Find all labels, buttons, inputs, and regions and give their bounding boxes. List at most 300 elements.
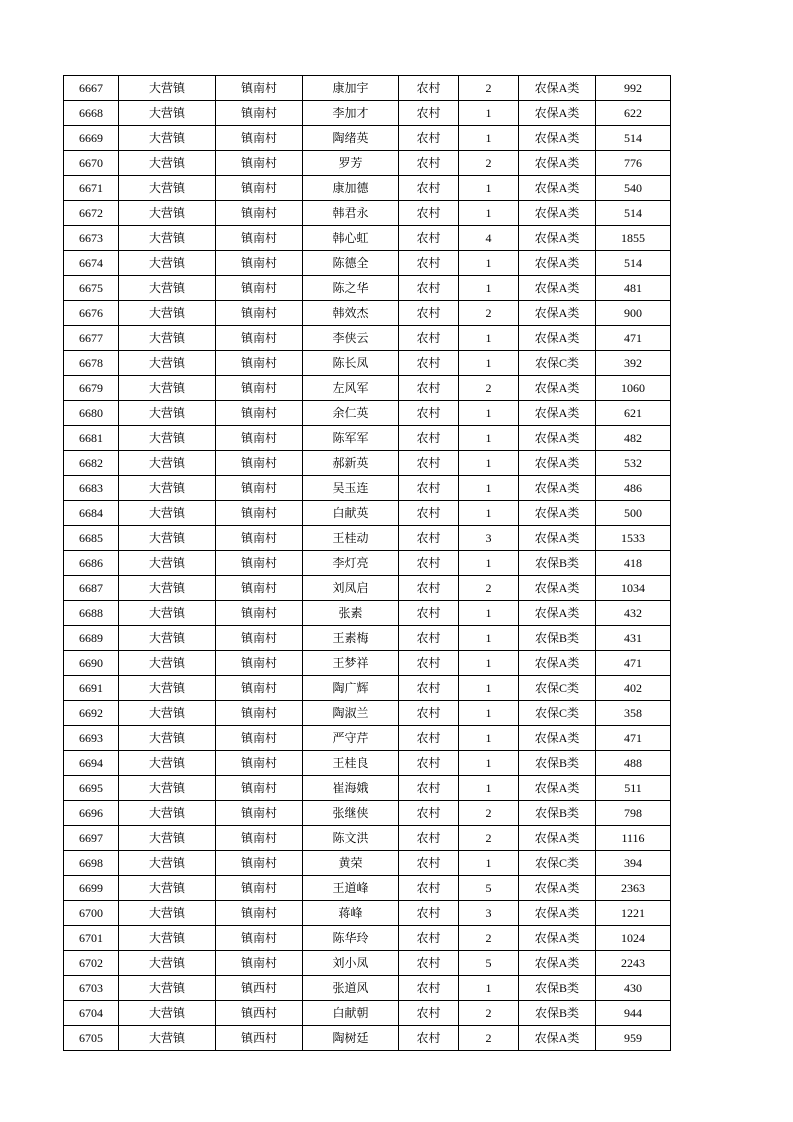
cell-insurance-type: 农保A类 bbox=[519, 726, 596, 751]
table-row bbox=[64, 626, 671, 651]
cell-person-name: 李灯亮 bbox=[303, 551, 399, 576]
cell-person-count: 5 bbox=[459, 876, 519, 901]
cell-category: 农村 bbox=[399, 651, 459, 676]
cell-serial-number: 6702 bbox=[64, 951, 119, 976]
cell-amount: 900 bbox=[596, 301, 671, 326]
cell-village: 镇西村 bbox=[216, 1026, 303, 1051]
cell-serial-number: 6682 bbox=[64, 451, 119, 476]
table-row bbox=[64, 226, 671, 251]
cell-category: 农村 bbox=[399, 901, 459, 926]
cell-person-count: 4 bbox=[459, 226, 519, 251]
cell-amount: 471 bbox=[596, 651, 671, 676]
cell-town: 大营镇 bbox=[119, 776, 216, 801]
table-row bbox=[64, 551, 671, 576]
cell-village: 镇南村 bbox=[216, 801, 303, 826]
table-row bbox=[64, 776, 671, 801]
cell-town: 大营镇 bbox=[119, 426, 216, 451]
cell-person-count: 1 bbox=[459, 626, 519, 651]
cell-person-name: 韩心虹 bbox=[303, 226, 399, 251]
cell-category: 农村 bbox=[399, 301, 459, 326]
cell-category: 农村 bbox=[399, 226, 459, 251]
cell-serial-number: 6677 bbox=[64, 326, 119, 351]
cell-person-count: 1 bbox=[459, 701, 519, 726]
cell-category: 农村 bbox=[399, 201, 459, 226]
cell-amount: 1116 bbox=[596, 826, 671, 851]
cell-amount: 992 bbox=[596, 76, 671, 101]
cell-category: 农村 bbox=[399, 876, 459, 901]
cell-serial-number: 6674 bbox=[64, 251, 119, 276]
cell-village: 镇南村 bbox=[216, 201, 303, 226]
cell-amount: 482 bbox=[596, 426, 671, 451]
cell-town: 大营镇 bbox=[119, 476, 216, 501]
cell-village: 镇西村 bbox=[216, 976, 303, 1001]
table-row bbox=[64, 826, 671, 851]
cell-serial-number: 6672 bbox=[64, 201, 119, 226]
cell-amount: 1533 bbox=[596, 526, 671, 551]
cell-town: 大营镇 bbox=[119, 251, 216, 276]
cell-village: 镇南村 bbox=[216, 651, 303, 676]
cell-category: 农村 bbox=[399, 526, 459, 551]
cell-person-name: 余仁英 bbox=[303, 401, 399, 426]
cell-serial-number: 6667 bbox=[64, 76, 119, 101]
table-row bbox=[64, 601, 671, 626]
cell-insurance-type: 农保C类 bbox=[519, 351, 596, 376]
cell-person-name: 康加宇 bbox=[303, 76, 399, 101]
table-row bbox=[64, 951, 671, 976]
table-row bbox=[64, 276, 671, 301]
cell-amount: 431 bbox=[596, 626, 671, 651]
cell-village: 镇南村 bbox=[216, 826, 303, 851]
table-row bbox=[64, 676, 671, 701]
cell-village: 镇南村 bbox=[216, 351, 303, 376]
cell-serial-number: 6697 bbox=[64, 826, 119, 851]
cell-village: 镇南村 bbox=[216, 551, 303, 576]
cell-insurance-type: 农保A类 bbox=[519, 876, 596, 901]
cell-serial-number: 6695 bbox=[64, 776, 119, 801]
cell-amount: 1855 bbox=[596, 226, 671, 251]
table-row bbox=[64, 201, 671, 226]
cell-insurance-type: 农保A类 bbox=[519, 426, 596, 451]
cell-village: 镇南村 bbox=[216, 751, 303, 776]
cell-person-name: 左风军 bbox=[303, 376, 399, 401]
cell-amount: 1024 bbox=[596, 926, 671, 951]
cell-amount: 2243 bbox=[596, 951, 671, 976]
cell-amount: 2363 bbox=[596, 876, 671, 901]
cell-category: 农村 bbox=[399, 426, 459, 451]
table-row bbox=[64, 1001, 671, 1026]
cell-insurance-type: 农保A类 bbox=[519, 526, 596, 551]
cell-insurance-type: 农保B类 bbox=[519, 551, 596, 576]
cell-insurance-type: 农保A类 bbox=[519, 601, 596, 626]
cell-person-count: 1 bbox=[459, 976, 519, 1001]
cell-insurance-type: 农保A类 bbox=[519, 1026, 596, 1051]
cell-town: 大营镇 bbox=[119, 851, 216, 876]
cell-person-count: 2 bbox=[459, 376, 519, 401]
cell-insurance-type: 农保A类 bbox=[519, 451, 596, 476]
cell-amount: 1221 bbox=[596, 901, 671, 926]
cell-category: 农村 bbox=[399, 626, 459, 651]
cell-town: 大营镇 bbox=[119, 726, 216, 751]
cell-serial-number: 6696 bbox=[64, 801, 119, 826]
cell-category: 农村 bbox=[399, 726, 459, 751]
cell-serial-number: 6673 bbox=[64, 226, 119, 251]
cell-town: 大营镇 bbox=[119, 201, 216, 226]
cell-serial-number: 6684 bbox=[64, 501, 119, 526]
cell-category: 农村 bbox=[399, 551, 459, 576]
table-row bbox=[64, 876, 671, 901]
cell-town: 大营镇 bbox=[119, 301, 216, 326]
cell-serial-number: 6676 bbox=[64, 301, 119, 326]
cell-person-count: 1 bbox=[459, 676, 519, 701]
cell-town: 大营镇 bbox=[119, 876, 216, 901]
cell-person-count: 1 bbox=[459, 501, 519, 526]
cell-insurance-type: 农保A类 bbox=[519, 276, 596, 301]
cell-serial-number: 6701 bbox=[64, 926, 119, 951]
cell-person-count: 2 bbox=[459, 1026, 519, 1051]
cell-amount: 798 bbox=[596, 801, 671, 826]
cell-category: 农村 bbox=[399, 951, 459, 976]
cell-village: 镇南村 bbox=[216, 76, 303, 101]
cell-category: 农村 bbox=[399, 801, 459, 826]
cell-insurance-type: 农保A类 bbox=[519, 501, 596, 526]
cell-person-name: 陈德全 bbox=[303, 251, 399, 276]
cell-category: 农村 bbox=[399, 126, 459, 151]
cell-insurance-type: 农保B类 bbox=[519, 626, 596, 651]
cell-category: 农村 bbox=[399, 576, 459, 601]
cell-town: 大营镇 bbox=[119, 501, 216, 526]
cell-amount: 430 bbox=[596, 976, 671, 1001]
cell-person-name: 李侠云 bbox=[303, 326, 399, 351]
cell-amount: 486 bbox=[596, 476, 671, 501]
cell-amount: 432 bbox=[596, 601, 671, 626]
cell-village: 镇南村 bbox=[216, 176, 303, 201]
cell-person-name: 陈之华 bbox=[303, 276, 399, 301]
cell-village: 镇南村 bbox=[216, 426, 303, 451]
cell-person-name: 崔海娥 bbox=[303, 776, 399, 801]
cell-person-count: 5 bbox=[459, 951, 519, 976]
cell-town: 大营镇 bbox=[119, 451, 216, 476]
cell-town: 大营镇 bbox=[119, 226, 216, 251]
table-row bbox=[64, 101, 671, 126]
cell-insurance-type: 农保A类 bbox=[519, 401, 596, 426]
cell-village: 镇南村 bbox=[216, 701, 303, 726]
cell-serial-number: 6669 bbox=[64, 126, 119, 151]
cell-person-count: 1 bbox=[459, 776, 519, 801]
table-row bbox=[64, 426, 671, 451]
cell-person-name: 刘小凤 bbox=[303, 951, 399, 976]
table-body bbox=[64, 76, 671, 1051]
cell-serial-number: 6675 bbox=[64, 276, 119, 301]
cell-town: 大营镇 bbox=[119, 951, 216, 976]
cell-insurance-type: 农保A类 bbox=[519, 101, 596, 126]
cell-serial-number: 6691 bbox=[64, 676, 119, 701]
cell-village: 镇南村 bbox=[216, 301, 303, 326]
cell-village: 镇南村 bbox=[216, 526, 303, 551]
cell-person-name: 王桂良 bbox=[303, 751, 399, 776]
cell-amount: 622 bbox=[596, 101, 671, 126]
cell-town: 大营镇 bbox=[119, 701, 216, 726]
cell-person-count: 2 bbox=[459, 301, 519, 326]
table-row bbox=[64, 326, 671, 351]
cell-town: 大营镇 bbox=[119, 626, 216, 651]
cell-town: 大营镇 bbox=[119, 351, 216, 376]
cell-person-count: 3 bbox=[459, 901, 519, 926]
cell-insurance-type: 农保A类 bbox=[519, 151, 596, 176]
cell-serial-number: 6703 bbox=[64, 976, 119, 1001]
cell-person-name: 白献朝 bbox=[303, 1001, 399, 1026]
cell-amount: 514 bbox=[596, 201, 671, 226]
table-row bbox=[64, 751, 671, 776]
cell-insurance-type: 农保A类 bbox=[519, 201, 596, 226]
cell-amount: 481 bbox=[596, 276, 671, 301]
cell-amount: 402 bbox=[596, 676, 671, 701]
table-row bbox=[64, 701, 671, 726]
cell-person-count: 3 bbox=[459, 526, 519, 551]
cell-insurance-type: 农保A类 bbox=[519, 776, 596, 801]
cell-insurance-type: 农保A类 bbox=[519, 926, 596, 951]
cell-village: 镇南村 bbox=[216, 851, 303, 876]
cell-village: 镇南村 bbox=[216, 376, 303, 401]
cell-person-count: 2 bbox=[459, 801, 519, 826]
cell-village: 镇南村 bbox=[216, 101, 303, 126]
cell-person-count: 1 bbox=[459, 201, 519, 226]
cell-category: 农村 bbox=[399, 151, 459, 176]
cell-person-count: 2 bbox=[459, 826, 519, 851]
cell-person-count: 1 bbox=[459, 251, 519, 276]
cell-amount: 621 bbox=[596, 401, 671, 426]
table-row bbox=[64, 301, 671, 326]
cell-village: 镇南村 bbox=[216, 226, 303, 251]
cell-category: 农村 bbox=[399, 776, 459, 801]
cell-person-count: 1 bbox=[459, 426, 519, 451]
cell-person-name: 陶绪英 bbox=[303, 126, 399, 151]
cell-person-name: 白献英 bbox=[303, 501, 399, 526]
cell-amount: 511 bbox=[596, 776, 671, 801]
cell-amount: 514 bbox=[596, 251, 671, 276]
cell-person-name: 康加德 bbox=[303, 176, 399, 201]
cell-town: 大营镇 bbox=[119, 526, 216, 551]
table-row bbox=[64, 476, 671, 501]
cell-category: 农村 bbox=[399, 76, 459, 101]
cell-category: 农村 bbox=[399, 251, 459, 276]
data-table bbox=[63, 75, 671, 1051]
cell-insurance-type: 农保B类 bbox=[519, 976, 596, 1001]
cell-serial-number: 6678 bbox=[64, 351, 119, 376]
cell-person-count: 1 bbox=[459, 651, 519, 676]
cell-person-name: 李加才 bbox=[303, 101, 399, 126]
table-row bbox=[64, 251, 671, 276]
cell-category: 农村 bbox=[399, 376, 459, 401]
cell-person-count: 1 bbox=[459, 726, 519, 751]
cell-village: 镇南村 bbox=[216, 726, 303, 751]
table-row bbox=[64, 926, 671, 951]
cell-person-name: 张素 bbox=[303, 601, 399, 626]
cell-insurance-type: 农保B类 bbox=[519, 801, 596, 826]
cell-village: 镇南村 bbox=[216, 776, 303, 801]
cell-person-name: 王素梅 bbox=[303, 626, 399, 651]
cell-town: 大营镇 bbox=[119, 1026, 216, 1051]
cell-town: 大营镇 bbox=[119, 751, 216, 776]
cell-town: 大营镇 bbox=[119, 926, 216, 951]
cell-person-name: 陈军军 bbox=[303, 426, 399, 451]
cell-amount: 358 bbox=[596, 701, 671, 726]
table-row bbox=[64, 126, 671, 151]
cell-village: 镇南村 bbox=[216, 501, 303, 526]
table-row bbox=[64, 376, 671, 401]
cell-person-name: 陈长凤 bbox=[303, 351, 399, 376]
cell-serial-number: 6685 bbox=[64, 526, 119, 551]
table-row bbox=[64, 76, 671, 101]
cell-person-count: 1 bbox=[459, 401, 519, 426]
cell-person-count: 2 bbox=[459, 926, 519, 951]
cell-person-count: 1 bbox=[459, 126, 519, 151]
table-row bbox=[64, 801, 671, 826]
cell-amount: 471 bbox=[596, 326, 671, 351]
cell-village: 镇南村 bbox=[216, 151, 303, 176]
cell-town: 大营镇 bbox=[119, 401, 216, 426]
cell-serial-number: 6700 bbox=[64, 901, 119, 926]
cell-amount: 540 bbox=[596, 176, 671, 201]
table-row bbox=[64, 401, 671, 426]
cell-serial-number: 6670 bbox=[64, 151, 119, 176]
cell-category: 农村 bbox=[399, 676, 459, 701]
cell-serial-number: 6687 bbox=[64, 576, 119, 601]
cell-amount: 959 bbox=[596, 1026, 671, 1051]
cell-town: 大营镇 bbox=[119, 651, 216, 676]
cell-person-count: 2 bbox=[459, 151, 519, 176]
cell-town: 大营镇 bbox=[119, 826, 216, 851]
cell-person-name: 郝新英 bbox=[303, 451, 399, 476]
cell-town: 大营镇 bbox=[119, 376, 216, 401]
cell-person-count: 1 bbox=[459, 476, 519, 501]
cell-amount: 488 bbox=[596, 751, 671, 776]
table-row bbox=[64, 576, 671, 601]
cell-category: 农村 bbox=[399, 926, 459, 951]
table-row bbox=[64, 176, 671, 201]
table-row bbox=[64, 151, 671, 176]
cell-amount: 1060 bbox=[596, 376, 671, 401]
cell-person-name: 严守芹 bbox=[303, 726, 399, 751]
cell-serial-number: 6688 bbox=[64, 601, 119, 626]
cell-person-count: 1 bbox=[459, 351, 519, 376]
cell-insurance-type: 农保A类 bbox=[519, 126, 596, 151]
cell-serial-number: 6680 bbox=[64, 401, 119, 426]
cell-person-count: 1 bbox=[459, 851, 519, 876]
cell-village: 镇南村 bbox=[216, 451, 303, 476]
cell-town: 大营镇 bbox=[119, 326, 216, 351]
cell-insurance-type: 农保A类 bbox=[519, 76, 596, 101]
cell-insurance-type: 农保A类 bbox=[519, 376, 596, 401]
cell-person-name: 刘凤启 bbox=[303, 576, 399, 601]
cell-serial-number: 6683 bbox=[64, 476, 119, 501]
table-row bbox=[64, 651, 671, 676]
cell-amount: 392 bbox=[596, 351, 671, 376]
cell-amount: 1034 bbox=[596, 576, 671, 601]
cell-town: 大营镇 bbox=[119, 676, 216, 701]
cell-town: 大营镇 bbox=[119, 126, 216, 151]
cell-category: 农村 bbox=[399, 101, 459, 126]
cell-town: 大营镇 bbox=[119, 101, 216, 126]
cell-village: 镇南村 bbox=[216, 901, 303, 926]
cell-town: 大营镇 bbox=[119, 76, 216, 101]
cell-town: 大营镇 bbox=[119, 1001, 216, 1026]
cell-person-name: 王桂动 bbox=[303, 526, 399, 551]
cell-serial-number: 6699 bbox=[64, 876, 119, 901]
cell-village: 镇南村 bbox=[216, 326, 303, 351]
cell-village: 镇南村 bbox=[216, 276, 303, 301]
cell-category: 农村 bbox=[399, 276, 459, 301]
cell-amount: 514 bbox=[596, 126, 671, 151]
table-row bbox=[64, 451, 671, 476]
cell-village: 镇南村 bbox=[216, 251, 303, 276]
cell-amount: 394 bbox=[596, 851, 671, 876]
cell-insurance-type: 农保A类 bbox=[519, 251, 596, 276]
cell-category: 农村 bbox=[399, 1026, 459, 1051]
cell-insurance-type: 农保C类 bbox=[519, 701, 596, 726]
cell-town: 大营镇 bbox=[119, 601, 216, 626]
cell-category: 农村 bbox=[399, 176, 459, 201]
cell-person-count: 1 bbox=[459, 751, 519, 776]
cell-town: 大营镇 bbox=[119, 151, 216, 176]
cell-category: 农村 bbox=[399, 851, 459, 876]
cell-amount: 471 bbox=[596, 726, 671, 751]
table-row bbox=[64, 501, 671, 526]
cell-serial-number: 6705 bbox=[64, 1026, 119, 1051]
cell-person-count: 1 bbox=[459, 276, 519, 301]
cell-insurance-type: 农保A类 bbox=[519, 476, 596, 501]
cell-category: 农村 bbox=[399, 501, 459, 526]
cell-person-name: 韩效杰 bbox=[303, 301, 399, 326]
cell-village: 镇南村 bbox=[216, 926, 303, 951]
cell-amount: 500 bbox=[596, 501, 671, 526]
cell-person-count: 1 bbox=[459, 551, 519, 576]
cell-village: 镇南村 bbox=[216, 601, 303, 626]
cell-person-count: 1 bbox=[459, 326, 519, 351]
cell-town: 大营镇 bbox=[119, 976, 216, 1001]
cell-category: 农村 bbox=[399, 701, 459, 726]
cell-category: 农村 bbox=[399, 401, 459, 426]
table-row bbox=[64, 976, 671, 1001]
cell-person-name: 陶树廷 bbox=[303, 1026, 399, 1051]
table-row bbox=[64, 351, 671, 376]
cell-person-name: 陶广辉 bbox=[303, 676, 399, 701]
cell-category: 农村 bbox=[399, 1001, 459, 1026]
table-row bbox=[64, 1026, 671, 1051]
table-row bbox=[64, 726, 671, 751]
cell-category: 农村 bbox=[399, 351, 459, 376]
cell-insurance-type: 农保A类 bbox=[519, 176, 596, 201]
cell-village: 镇南村 bbox=[216, 876, 303, 901]
cell-person-count: 1 bbox=[459, 451, 519, 476]
cell-town: 大营镇 bbox=[119, 801, 216, 826]
cell-serial-number: 6679 bbox=[64, 376, 119, 401]
cell-village: 镇南村 bbox=[216, 951, 303, 976]
cell-town: 大营镇 bbox=[119, 576, 216, 601]
cell-serial-number: 6668 bbox=[64, 101, 119, 126]
cell-village: 镇南村 bbox=[216, 401, 303, 426]
cell-serial-number: 6692 bbox=[64, 701, 119, 726]
cell-serial-number: 6693 bbox=[64, 726, 119, 751]
cell-category: 农村 bbox=[399, 976, 459, 1001]
cell-insurance-type: 农保B类 bbox=[519, 751, 596, 776]
cell-person-count: 1 bbox=[459, 176, 519, 201]
cell-person-name: 蒋峰 bbox=[303, 901, 399, 926]
cell-town: 大营镇 bbox=[119, 901, 216, 926]
cell-town: 大营镇 bbox=[119, 276, 216, 301]
cell-amount: 532 bbox=[596, 451, 671, 476]
cell-insurance-type: 农保C类 bbox=[519, 676, 596, 701]
cell-person-name: 罗芳 bbox=[303, 151, 399, 176]
